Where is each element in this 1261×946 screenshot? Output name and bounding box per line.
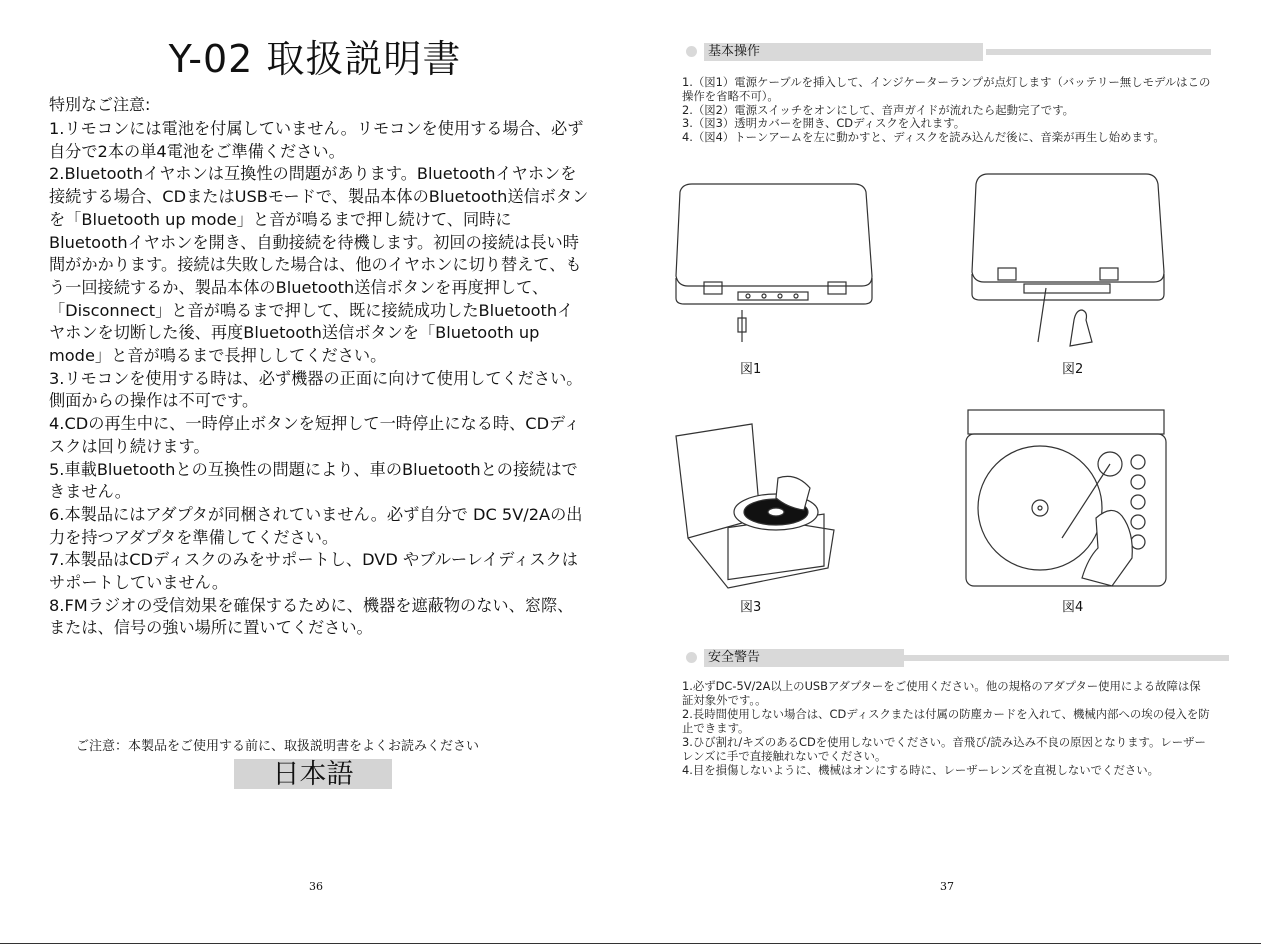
figure-2-illustration: [962, 170, 1182, 350]
step-item: 4.（図4）トーンアームを左に動かすと、ディスクを読み込んだ後に、音楽が再生し始めます。: [682, 130, 1165, 145]
warning-item: 3.ひび割れ/キズのあるCDを使用しないでください。音飛び/読み込み不良の原因となります。レーザーレンズに手で直接触れないでください。: [682, 735, 1206, 763]
note-item: 1.リモコンには電池を付属していません。リモコンを使用する場合、必ず自分で2本の単4電池をご準備ください。: [49, 119, 584, 161]
section-header-safety: [686, 649, 1229, 667]
section-rule: [904, 655, 1229, 661]
language-label: 日本語: [234, 759, 392, 789]
figure-caption: 図2: [1062, 362, 1084, 377]
section-title-safety: 安全警告: [704, 649, 904, 667]
warning-item: 4.目を損傷しないように、機械はオンにする時に、レーザーレンズを直視しないでください。: [682, 763, 1160, 777]
notice-heading: 特別なご注意:: [49, 95, 151, 114]
figure-caption: 図3: [740, 600, 762, 615]
section-title-basic: 基本操作: [704, 43, 983, 61]
note-item: 5.車載Bluetoothとの互換性の問題により、車のBluetoothとの接続はできません。: [49, 459, 578, 502]
bullet-dot-icon: [686, 652, 697, 663]
page-bottom-rule: [0, 943, 1261, 944]
note-item: 2.Bluetoothイヤホンは互換性の問題があります。Bluetoothイヤホンを接続する場合、CDまたはUSBモードで、製品本体のBluetooth送信ボタンを「Bluetooth up mode」と音が鳴るまで押し続けて、同時にBluetoothイヤホンを開き、自動接続を待機します。初回の接続は長い時間がかかります。接続は失敗した場合は、他のイヤホンに切り替えて、もう一回接続するか、製品本体のBluetooth送信ボタンを再度押して、「Disconnect」と音が鳴るまで押して、既に接続成功したBluetoothイヤホンを切断した後、再度Bluetooth送信ボタンを「Bluetooth up mode」と音が鳴るまで長押ししてください。: [49, 164, 589, 366]
note-item: 4.CDの再生中に、一時停止ボタンを短押して一時停止になる時、CDディスクは回り続けます。: [49, 414, 581, 456]
safety-warnings: [682, 679, 1212, 777]
step-item: 2.（図2）電源スイッチをオンにして、音声ガイドが流れたら起動完了です。: [682, 102, 1075, 117]
section-header-basic: [686, 43, 1211, 61]
warning-item: 2.長時間使用しない場合は、CDディスクまたは付属の防塵カードを入れて、機械内部への埃の侵入を防止できます。: [682, 707, 1210, 735]
note-item: 3.リモコンを使用する時は、必ず機器の正面に向けて使用してください。側面からの操作は不可です。: [49, 368, 583, 411]
warning-item: 1.必ずDC-5V/2A以上のUSBアダプターをご使用ください。他の規格のアダプター使用による故障は保証対象外です。。: [682, 679, 1201, 707]
operation-steps: [682, 76, 1212, 145]
figure-caption: 図4: [1062, 600, 1084, 615]
page-number-right: 37: [940, 880, 954, 893]
bullet-dot-icon: [686, 46, 697, 57]
special-notes: [49, 118, 589, 640]
figure-4-illustration: [962, 408, 1182, 588]
step-item: 1.（図1）電源ケーブルを挿入して、インジケーターランプが点灯します（バッテリー無しモデルはこの操作を省略不可）。: [682, 75, 1211, 103]
note-item: 8.FMラジオの受信効果を確保するために、機器を遮蔽物のない、窓際、または、信号の強い場所に置いてください。: [49, 595, 574, 638]
note-item: 7.本製品はCDディスクのみをサポートし、DVD やブルーレイディスクはサポートしていません。: [49, 550, 578, 593]
figure-caption: 図1: [740, 362, 762, 377]
figure-3-illustration: [668, 418, 888, 598]
note-item: 6.本製品にはアダプタが同梱されていません。必ず自分で DC 5V/2Aの出力を持つアダプタを準備してください。: [49, 504, 583, 547]
caution-text: ご注意：本製品をご使用する前に、取扱説明書をよくお読みください: [76, 739, 480, 754]
figure-1-illustration: [668, 178, 888, 358]
manual-title: Y-02 取扱説明書: [168, 37, 462, 81]
section-rule: [986, 49, 1211, 55]
step-item: 3.（図3）透明カバーを開き、CDディスクを入れます。: [682, 116, 966, 131]
page-number-left: 36: [309, 880, 323, 893]
